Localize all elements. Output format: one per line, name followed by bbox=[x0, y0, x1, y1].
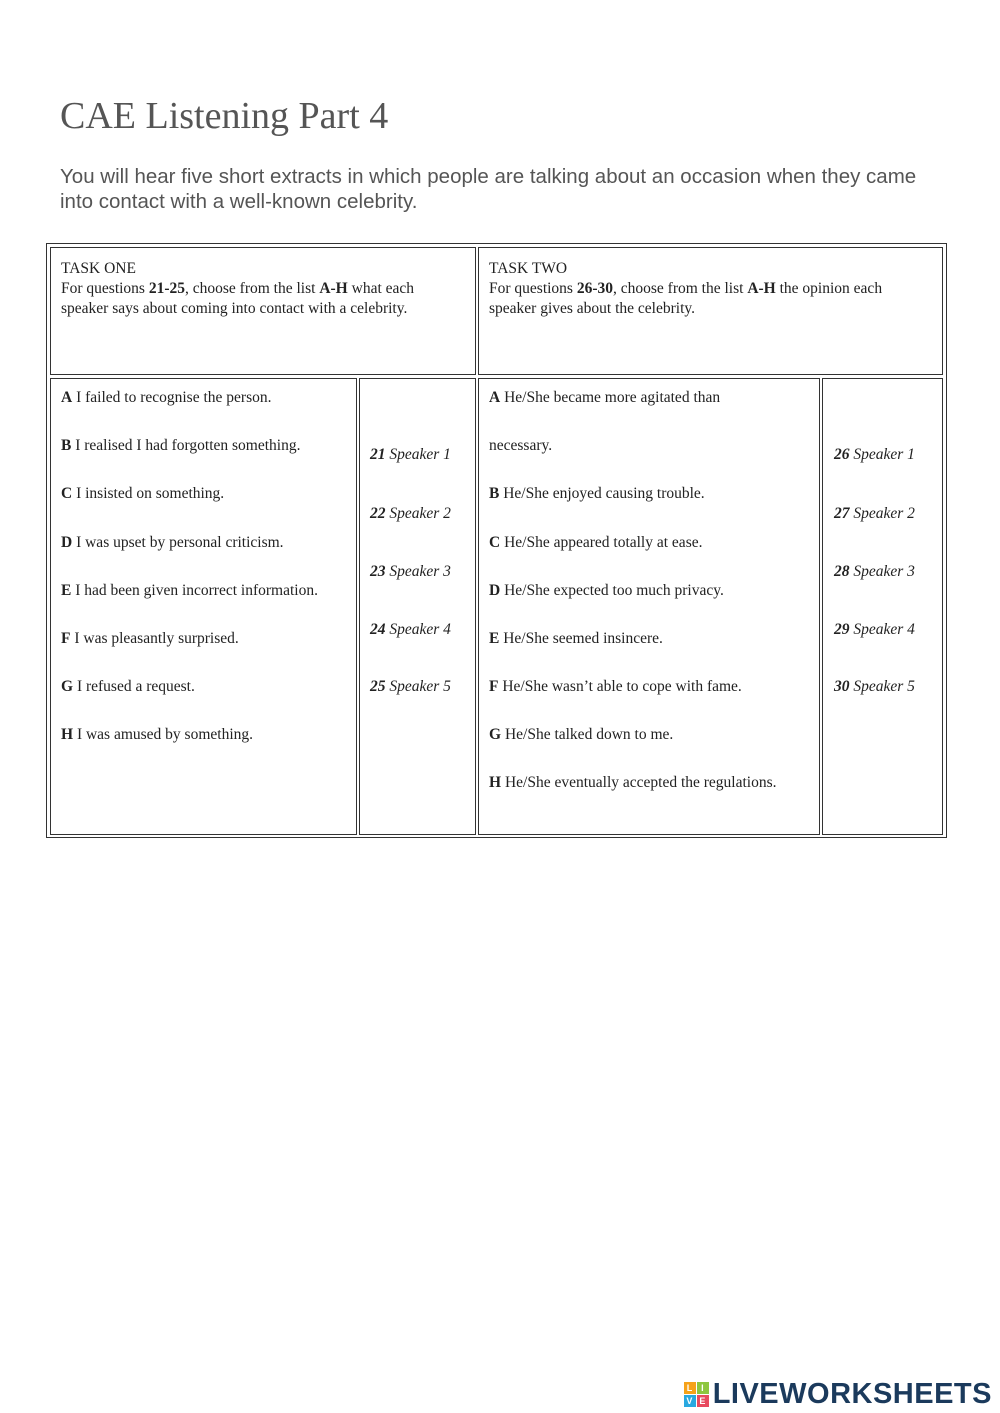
list-item: C He/She appeared totally at ease. bbox=[489, 534, 703, 551]
page-title: CAE Listening Part 4 bbox=[60, 95, 389, 137]
list-item: C I insisted on something. bbox=[61, 485, 225, 502]
list-item-continuation: necessary. bbox=[489, 437, 553, 454]
task-one-header bbox=[50, 247, 476, 375]
speaker-item[interactable]: 22 Speaker 2 bbox=[370, 505, 451, 522]
speaker-item[interactable]: 28 Speaker 3 bbox=[834, 563, 915, 580]
task-one-speakers bbox=[359, 378, 476, 835]
task-one-heading: TASK ONE bbox=[61, 260, 136, 277]
list-item: G I refused a request. bbox=[61, 678, 195, 695]
task-two-options bbox=[478, 378, 820, 835]
list-item: A I failed to recognise the person. bbox=[61, 389, 272, 406]
list-item: E I had been given incorrect information. bbox=[61, 582, 318, 599]
task-two-heading: TASK TWO bbox=[489, 260, 568, 277]
task-two-instructions: For questions 26-30, choose from the list A-H the opinion each speaker gives about the celebrity. bbox=[489, 280, 883, 317]
intro-text: You will hear five short extracts in which people are talking about an occasion when they came into contact with a well-known celebrity. bbox=[60, 165, 917, 213]
list-item: A He/She became more agitated than bbox=[489, 389, 721, 406]
speaker-item[interactable]: 23 Speaker 3 bbox=[370, 563, 451, 580]
task-two-header bbox=[478, 247, 943, 375]
liveworksheets-logo-text: LIVEWORKSHEETS bbox=[712, 1378, 992, 1410]
list-item: E He/She seemed insincere. bbox=[489, 630, 663, 647]
list-item: B I realised I had forgotten something. bbox=[61, 437, 301, 454]
task-table bbox=[46, 243, 947, 838]
task-one-instructions: For questions 21-25, choose from the list A-H what each speaker says about coming into contact with a celebrity. bbox=[61, 280, 415, 317]
speaker-item[interactable]: 24 Speaker 4 bbox=[370, 621, 451, 638]
list-item: F He/She wasn’t able to cope with fame. bbox=[489, 678, 742, 695]
speaker-item[interactable]: 26 Speaker 1 bbox=[834, 446, 915, 463]
list-item: D He/She expected too much privacy. bbox=[489, 582, 724, 599]
speaker-item[interactable]: 27 Speaker 2 bbox=[834, 505, 915, 522]
liveworksheets-logo[interactable] bbox=[684, 1378, 992, 1411]
speaker-item[interactable]: 30 Speaker 5 bbox=[834, 678, 915, 695]
speaker-item[interactable]: 29 Speaker 4 bbox=[834, 621, 915, 638]
speaker-item[interactable]: 21 Speaker 1 bbox=[370, 446, 451, 463]
list-item: F I was pleasantly surprised. bbox=[61, 630, 239, 647]
list-item: H He/She eventually accepted the regulations. bbox=[489, 774, 777, 791]
liveworksheets-logo-icon: L I V E bbox=[684, 1382, 709, 1407]
task-one-options bbox=[50, 378, 357, 835]
list-item: H I was amused by something. bbox=[61, 726, 254, 743]
task-two-speakers bbox=[822, 378, 943, 835]
list-item: D I was upset by personal criticism. bbox=[61, 534, 284, 551]
list-item: G He/She talked down to me. bbox=[489, 726, 674, 743]
list-item: B He/She enjoyed causing trouble. bbox=[489, 485, 705, 502]
speaker-item[interactable]: 25 Speaker 5 bbox=[370, 678, 451, 695]
